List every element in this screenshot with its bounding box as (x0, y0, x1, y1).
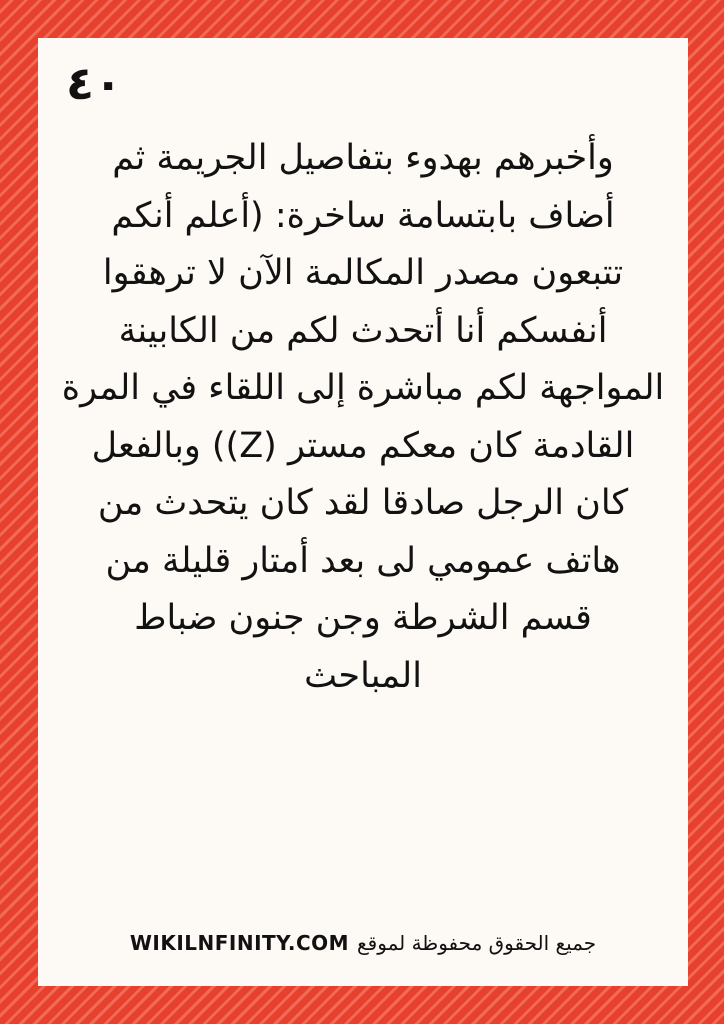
story-line: أضاف بابتسامة ساخرة: (أعلم أنكم (111, 195, 615, 236)
story-line: قسم الشرطة وجن جنون ضباط (134, 598, 592, 638)
story-line: المواجهة لكم مباشرة إلى اللقاء في المرة (61, 368, 665, 408)
copyright-footer (38, 931, 688, 955)
story-line: وأخبرهم بهدوء بتفاصيل الجريمة ثم (112, 138, 614, 178)
footer-rights-text: جميع الحقوق محفوظة لموقع (357, 931, 597, 955)
story-line: أنفسكم أنا أتحدث لكم من الكابينة (118, 310, 608, 351)
story-line: هاتف عمومي لى بعد أمتار قليلة من (105, 540, 621, 581)
story-line: تتبعون مصدر المكالمة الآن لا ترهقوا (102, 253, 624, 293)
story-line: كان الرجل صادقا لقد كان يتحدث من (97, 483, 629, 523)
footer-site-name: WIKILNFINITY.COM (129, 931, 350, 955)
story-text (16, 130, 710, 705)
page-card (38, 38, 688, 986)
story-line: القادمة كان معكم مستر (Z)) وبالفعل (91, 425, 635, 466)
story-line: المباحث (304, 655, 422, 696)
page-number: ٤٠ (66, 56, 123, 110)
